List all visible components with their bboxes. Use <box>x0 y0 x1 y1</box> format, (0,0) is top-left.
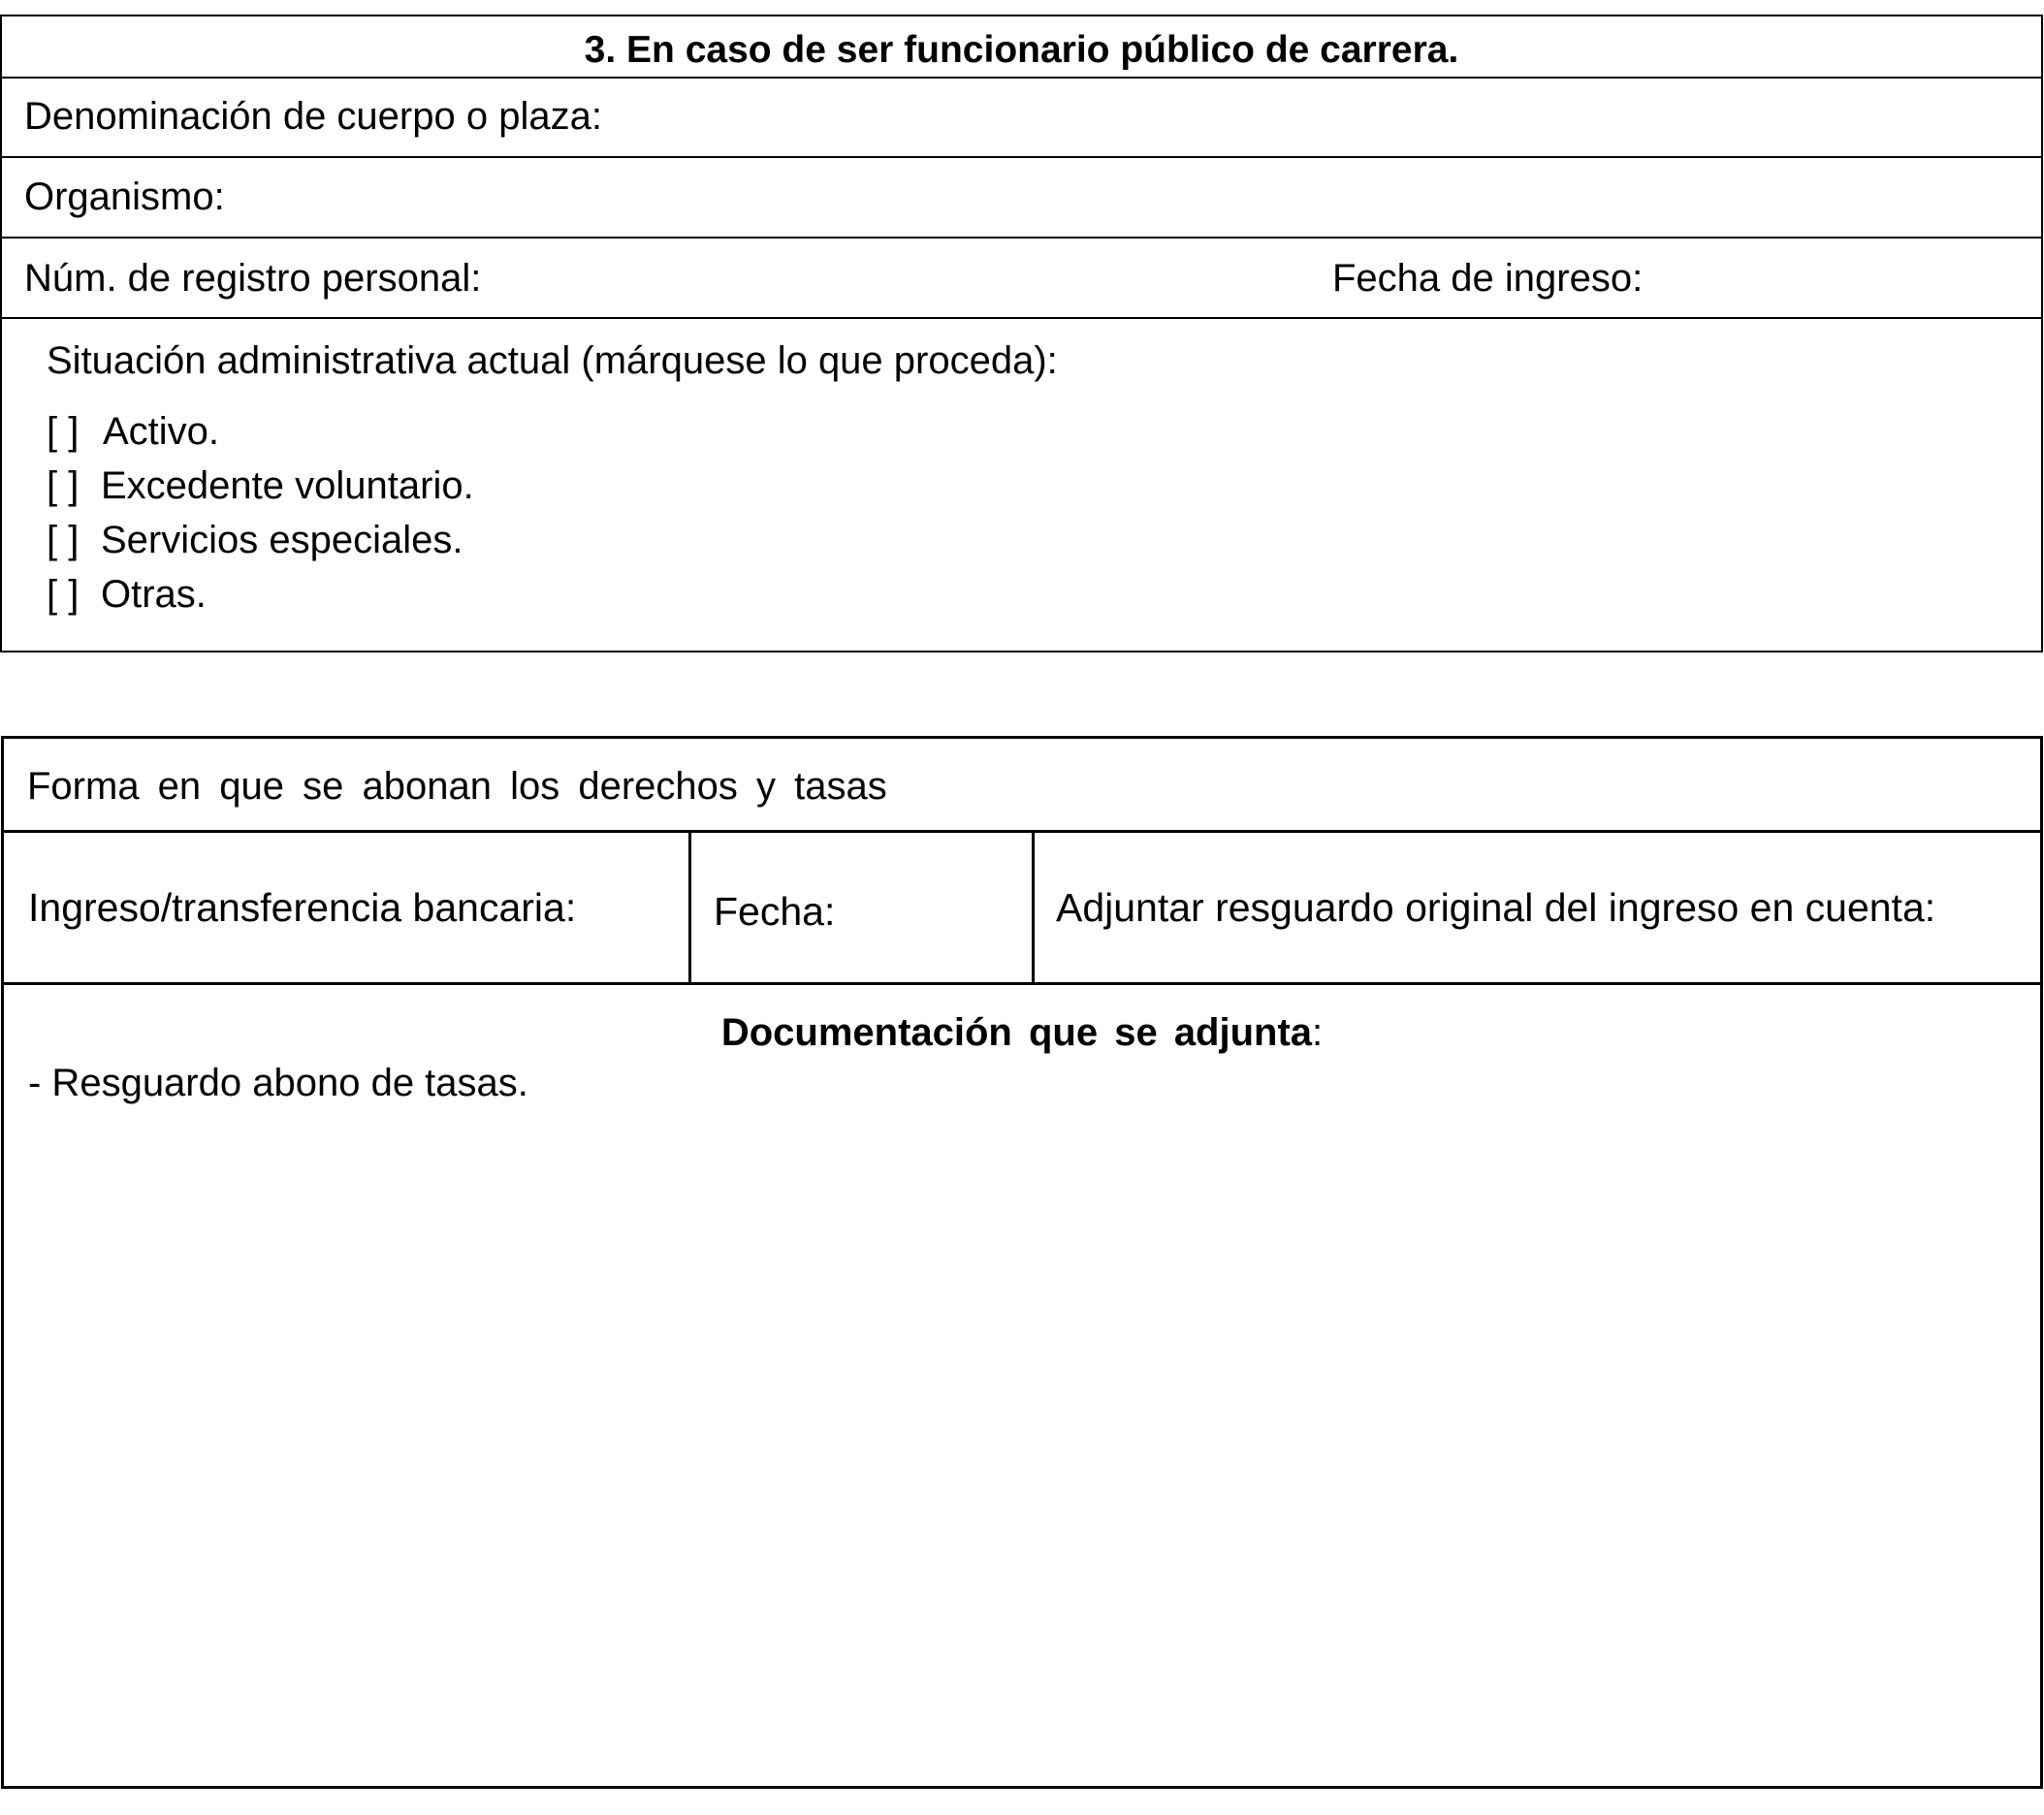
option-label: Otras. <box>101 573 207 616</box>
checkbox[interactable]: [ ] <box>47 464 80 507</box>
divider <box>1032 833 1035 982</box>
option-excedente[interactable] <box>47 463 474 508</box>
option-label: Activo. <box>103 410 220 453</box>
organismo-row[interactable] <box>2 158 2041 239</box>
ingreso-label[interactable]: Ingreso/transferencia bancaria: <box>28 885 577 930</box>
documentacion-title: Documentación que se adjunta <box>720 1011 1313 1054</box>
section3-title: 3. En caso de ser funcionario público de carrera. <box>584 29 1459 71</box>
option-label: Excedente voluntario. <box>101 464 474 507</box>
registro-row[interactable] <box>2 239 2041 319</box>
section3-title-row <box>2 16 2041 79</box>
pago-header: Forma en que se abonan los derechos y tasas <box>27 765 887 808</box>
denominacion-row[interactable] <box>2 79 2041 158</box>
documentacion-area <box>4 985 2040 1786</box>
denominacion-label: Denominación de cuerpo o plaza: <box>24 95 602 138</box>
situacion-label: Situación administrativa actual (márquese lo que proceda): <box>47 339 1058 382</box>
pago-details-row <box>4 833 2040 985</box>
pago-header-row <box>4 739 2040 833</box>
checkbox[interactable]: [ ] <box>47 519 80 561</box>
option-servicios[interactable] <box>47 518 463 562</box>
documentacion-title-line <box>4 1010 2040 1055</box>
checkbox[interactable]: [ ] <box>47 573 80 616</box>
situacion-area <box>2 319 2041 651</box>
section3-box <box>0 15 2043 653</box>
documentacion-item: - Resguardo abono de tasas. <box>28 1062 528 1104</box>
option-label: Servicios especiales. <box>101 519 463 561</box>
documentacion-title-colon: : <box>1312 1011 1324 1054</box>
option-otras[interactable] <box>47 572 207 617</box>
divider <box>688 833 691 982</box>
fecha-label[interactable]: Fecha: <box>714 889 836 934</box>
checkbox[interactable]: [ ] <box>47 410 80 453</box>
organismo-label: Organismo: <box>24 175 225 218</box>
adjuntar-label[interactable]: Adjuntar resguardo original del ingreso en cuenta: <box>1056 885 1936 930</box>
pago-box <box>1 736 2043 1789</box>
num-registro-label: Núm. de registro personal: <box>24 257 482 300</box>
fecha-ingreso-label: Fecha de ingreso: <box>1332 257 1644 300</box>
option-activo[interactable] <box>47 409 219 454</box>
